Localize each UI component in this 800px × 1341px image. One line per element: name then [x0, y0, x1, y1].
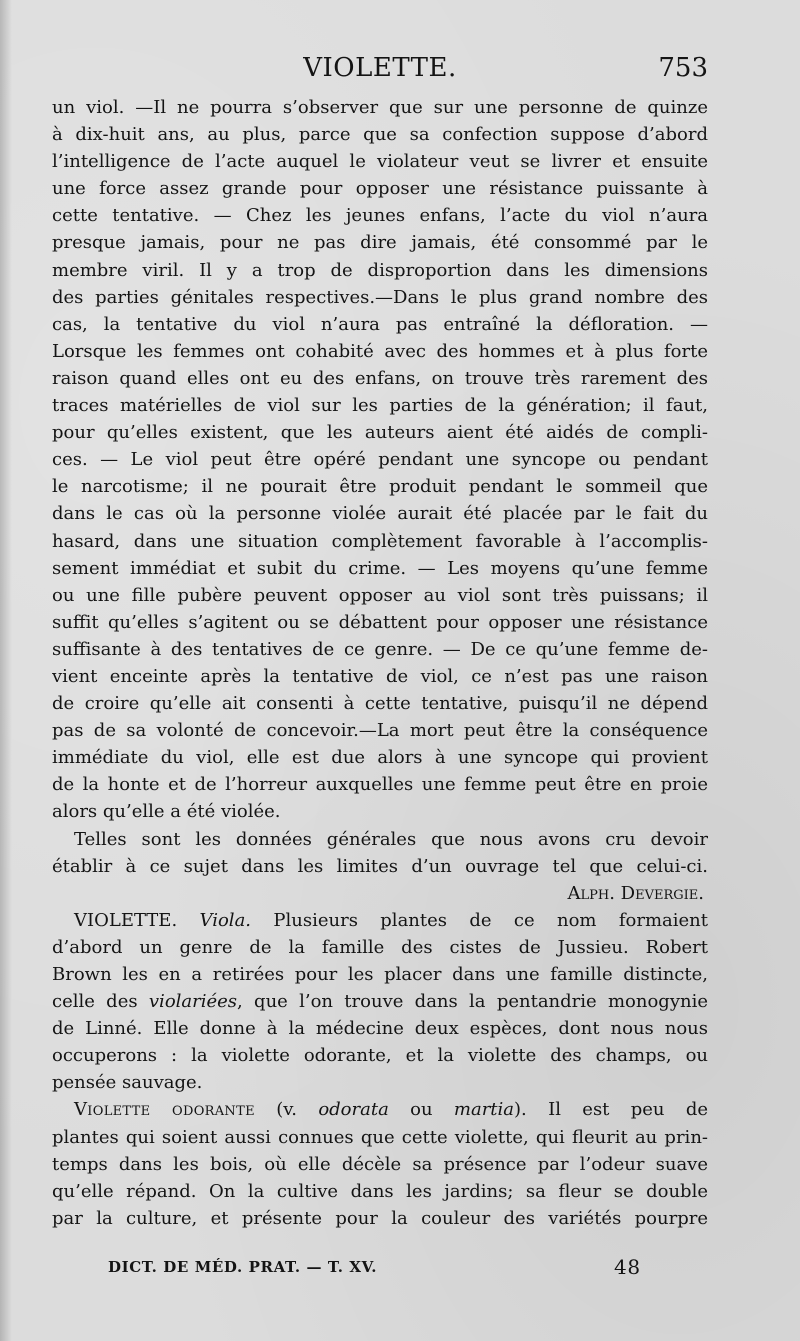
entry-text: Plusieurs plantes de ce nom formaient — [251, 909, 708, 931]
text-line: raison quand elles ont eu des enfans, on trouve très rarement des — [52, 367, 708, 389]
text-line: pensée sauvage. — [52, 1072, 203, 1094]
text-line: ou une fille pubère peuvent opposer au viol sont très puissans; il — [52, 584, 708, 606]
signature-mark: DICT. DE MÉD. PRAT. — T. XV. — [108, 1258, 378, 1276]
text-line: à dix-huit ans, au plus, parce que sa confection suppose d’abord — [52, 124, 708, 146]
text-line: Telles sont les données générales que nous avons cru devoir — [74, 828, 708, 850]
entry-headword: VIOLETTE. — [74, 909, 178, 931]
running-title: VIOLETTE. — [303, 53, 457, 83]
text-line: d’abord un genre de la famille des cistes de Jussieu. Robert — [52, 936, 708, 958]
entry-violette-odorante — [52, 1096, 708, 1123]
latin-name: Viola. — [199, 909, 252, 931]
text-line — [52, 988, 708, 1015]
text-line: dans le cas où la personne violée aurait été placée par le fait du — [52, 503, 708, 525]
latin-name: odorata — [318, 1099, 389, 1121]
text-fragment: (v. — [254, 1099, 319, 1121]
page-number: 753 — [658, 53, 708, 83]
page-footer — [108, 1252, 668, 1282]
sheet-number: 48 — [614, 1255, 641, 1279]
text-line: un viol. —Il ne pourra s’observer que sur une personne de quinze — [52, 97, 708, 118]
body-text — [52, 94, 708, 1232]
text-line: traces matérielles de viol sur les parties de la génération; il faut, — [52, 395, 708, 417]
text-line: une force assez grande pour opposer une résistance puissante à — [52, 178, 708, 200]
entry-headword: Violette odorante — [74, 1099, 255, 1121]
text-line: temps dans les bois, où elle décèle sa présence par l’odeur suave — [52, 1153, 708, 1175]
italic-term: violariées — [148, 991, 238, 1013]
text-line: sement immédiat et subit du crime. — Les moyens qu’une femme — [52, 557, 708, 579]
text-line: de la honte et de l’horreur auxquelles une femme peut être en proie — [52, 774, 708, 796]
text-line: suffisante à des tentatives de ce genre. — De ce qu’une femme de- — [52, 638, 708, 660]
entry-text: ). Il est peu de — [514, 1099, 708, 1121]
page-header — [52, 50, 708, 86]
text-line: Lorsque les femmes ont cohabité avec des hommes et à plus forte — [52, 340, 708, 362]
text-fragment: ou — [388, 1099, 454, 1121]
text-line: de croire qu’elle ait consenti à cette tentative, puisqu’il ne dépend — [52, 693, 708, 715]
text-line: presque jamais, pour ne pas dire jamais, été consommé par le — [52, 232, 708, 254]
binding-shadow — [0, 0, 12, 1341]
text-line: établir à ce sujet dans les limites d’un ouvrage tel que celui-ci. — [52, 855, 708, 877]
text-line: qu’elle répand. On la cultive dans les jardins; sa fleur se double — [52, 1180, 708, 1202]
text-line: vient enceinte après la tentative de viol, ce n’est pas une raison — [52, 665, 708, 687]
text-fragment: celle des — [52, 991, 149, 1013]
entry-violette — [52, 907, 708, 934]
text-line: Brown les en a retirées pour les placer dans une famille distincte, — [52, 964, 708, 985]
text-line: plantes qui soient aussi connues que cette violette, qui fleurit au prin- — [52, 1126, 708, 1148]
text-line: des parties génitales respectives.—Dans le plus grand nombre des — [52, 286, 708, 308]
latin-name: martia — [453, 1099, 515, 1121]
text-line: cas, la tentative du viol n’aura pas entraîné la défloration. — — [52, 313, 708, 335]
text-line: pour qu’elles existent, que les auteurs aient été aidés de compli- — [52, 422, 708, 444]
text-line: cette tentative. — Chez les jeunes enfans, l’acte du viol n’aura — [52, 205, 708, 227]
text-line: alors qu’elle a été violée. — [52, 801, 281, 823]
text-line: occuperons : la violette odorante, et la violette des champs, ou — [52, 1045, 708, 1067]
text-line: l’intelligence de l’acte auquel le violateur veut se livrer et ensuite — [52, 151, 708, 173]
text-line: de Linné. Elle donne à la médecine deux espèces, dont nous nous — [52, 1018, 708, 1040]
text-line: immédiate du viol, elle est due alors à une syncope qui provient — [52, 747, 708, 769]
text-line: par la culture, et présente pour la couleur des variétés pourpre — [52, 1207, 708, 1229]
text-line: pas de sa volonté de concevoir.—La mort peut être la conséquence — [52, 720, 708, 742]
text-line: ces. — Le viol peut être opéré pendant une syncope ou pendant — [52, 449, 708, 471]
author-signature: Alph. Devergie. — [567, 882, 704, 904]
text-fragment: , que l’on trouve dans la pentandrie monogynie — [237, 991, 708, 1013]
text-line: membre viril. Il y a trop de disproportion dans les dimensions — [52, 259, 708, 281]
text-line: suffit qu’elles s’agitent ou se débattent pour opposer une résistance — [52, 611, 708, 633]
text-line: hasard, dans une situation complètement favorable à l’accomplis- — [52, 530, 708, 552]
text-line: le narcotisme; il ne pourait être produit pendant le sommeil que — [52, 476, 708, 498]
